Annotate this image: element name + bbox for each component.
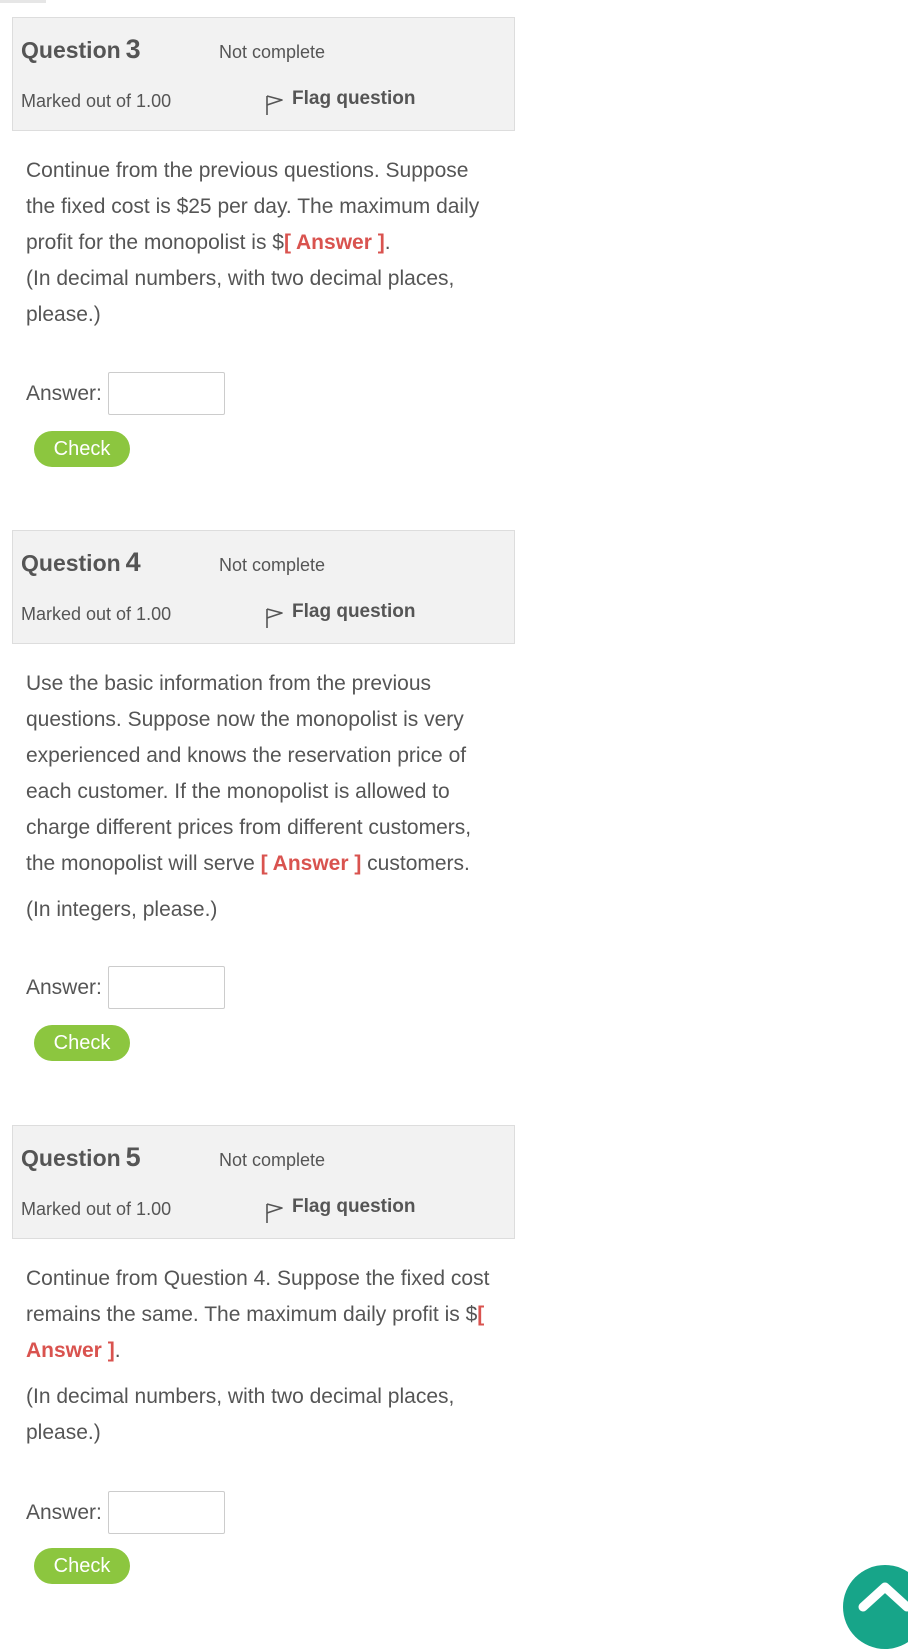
flag-question-label: Flag question [292, 601, 416, 622]
answer-input[interactable] [108, 372, 225, 415]
answer-row [26, 1491, 225, 1534]
question-number: 4 [125, 547, 141, 577]
flag-icon [265, 607, 285, 629]
flag-question-button[interactable] [265, 88, 416, 116]
flag-question-label: Flag question [292, 1196, 416, 1217]
question-text: Continue from Question 4. Suppose the fixed cost remains the same. The maximum daily profit is $[ Answer ]. (In decimal numbers, with two decimal places, please.) [26, 1261, 496, 1451]
question-title: Question 5 [21, 1142, 141, 1172]
check-button[interactable]: Check [34, 431, 130, 467]
question-number: 3 [125, 34, 141, 64]
answer-blank: [ Answer ] [260, 852, 362, 875]
flag-question-button[interactable] [265, 601, 416, 629]
question-title: Question 3 [21, 34, 141, 64]
question-state: Not complete [219, 42, 326, 62]
answer-input[interactable] [108, 1491, 225, 1534]
question-title: Question 4 [21, 547, 141, 577]
question-info [12, 17, 515, 131]
answer-label: Answer: [26, 975, 102, 999]
question-note: (In decimal numbers, with two decimal places, please.) [26, 1385, 455, 1444]
answer-row [26, 372, 225, 415]
question-info [12, 1125, 515, 1239]
answer-blank: [ Answer ] [283, 231, 385, 254]
check-button[interactable]: Check [34, 1025, 130, 1061]
question-info [12, 530, 515, 644]
question-text: Use the basic information from the previous questions. Suppose now the monopolist is very experienced and knows the reservation price of each customer. If the monopolist is allowed to charge different prices from different customers, the monopolist will serve [ Answer ] customers. (In integers, please.) [26, 666, 496, 928]
flag-icon [265, 94, 285, 116]
answer-label: Answer: [26, 381, 102, 405]
question-note: (In decimal numbers, with two decimal places, please.) [26, 267, 455, 326]
answer-row [26, 966, 225, 1009]
question-state: Not complete [219, 555, 326, 575]
answer-label: Answer: [26, 1500, 102, 1524]
question-number: 5 [125, 1142, 141, 1172]
question-text: Continue from the previous questions. Suppose the fixed cost is $25 per day. The maximum daily profit for the monopolist is $[ Answer ]. (In decimal numbers, with two decimal places, please.) [26, 153, 496, 333]
question-state: Not complete [219, 1150, 326, 1170]
flag-question-label: Flag question [292, 88, 416, 109]
chevron-up-icon [857, 1577, 908, 1617]
question-grade: Marked out of 1.00 [21, 1199, 172, 1219]
top-tab-remnant [0, 0, 46, 3]
flag-question-button[interactable] [265, 1196, 416, 1224]
flag-icon [265, 1202, 285, 1224]
answer-blank: [ Answer ] [26, 1303, 485, 1362]
question-grade: Marked out of 1.00 [21, 604, 172, 624]
check-button[interactable]: Check [34, 1548, 130, 1584]
answer-input[interactable] [108, 966, 225, 1009]
question-note: (In integers, please.) [26, 898, 218, 921]
back-to-top-button[interactable] [843, 1565, 908, 1649]
question-grade: Marked out of 1.00 [21, 91, 172, 111]
